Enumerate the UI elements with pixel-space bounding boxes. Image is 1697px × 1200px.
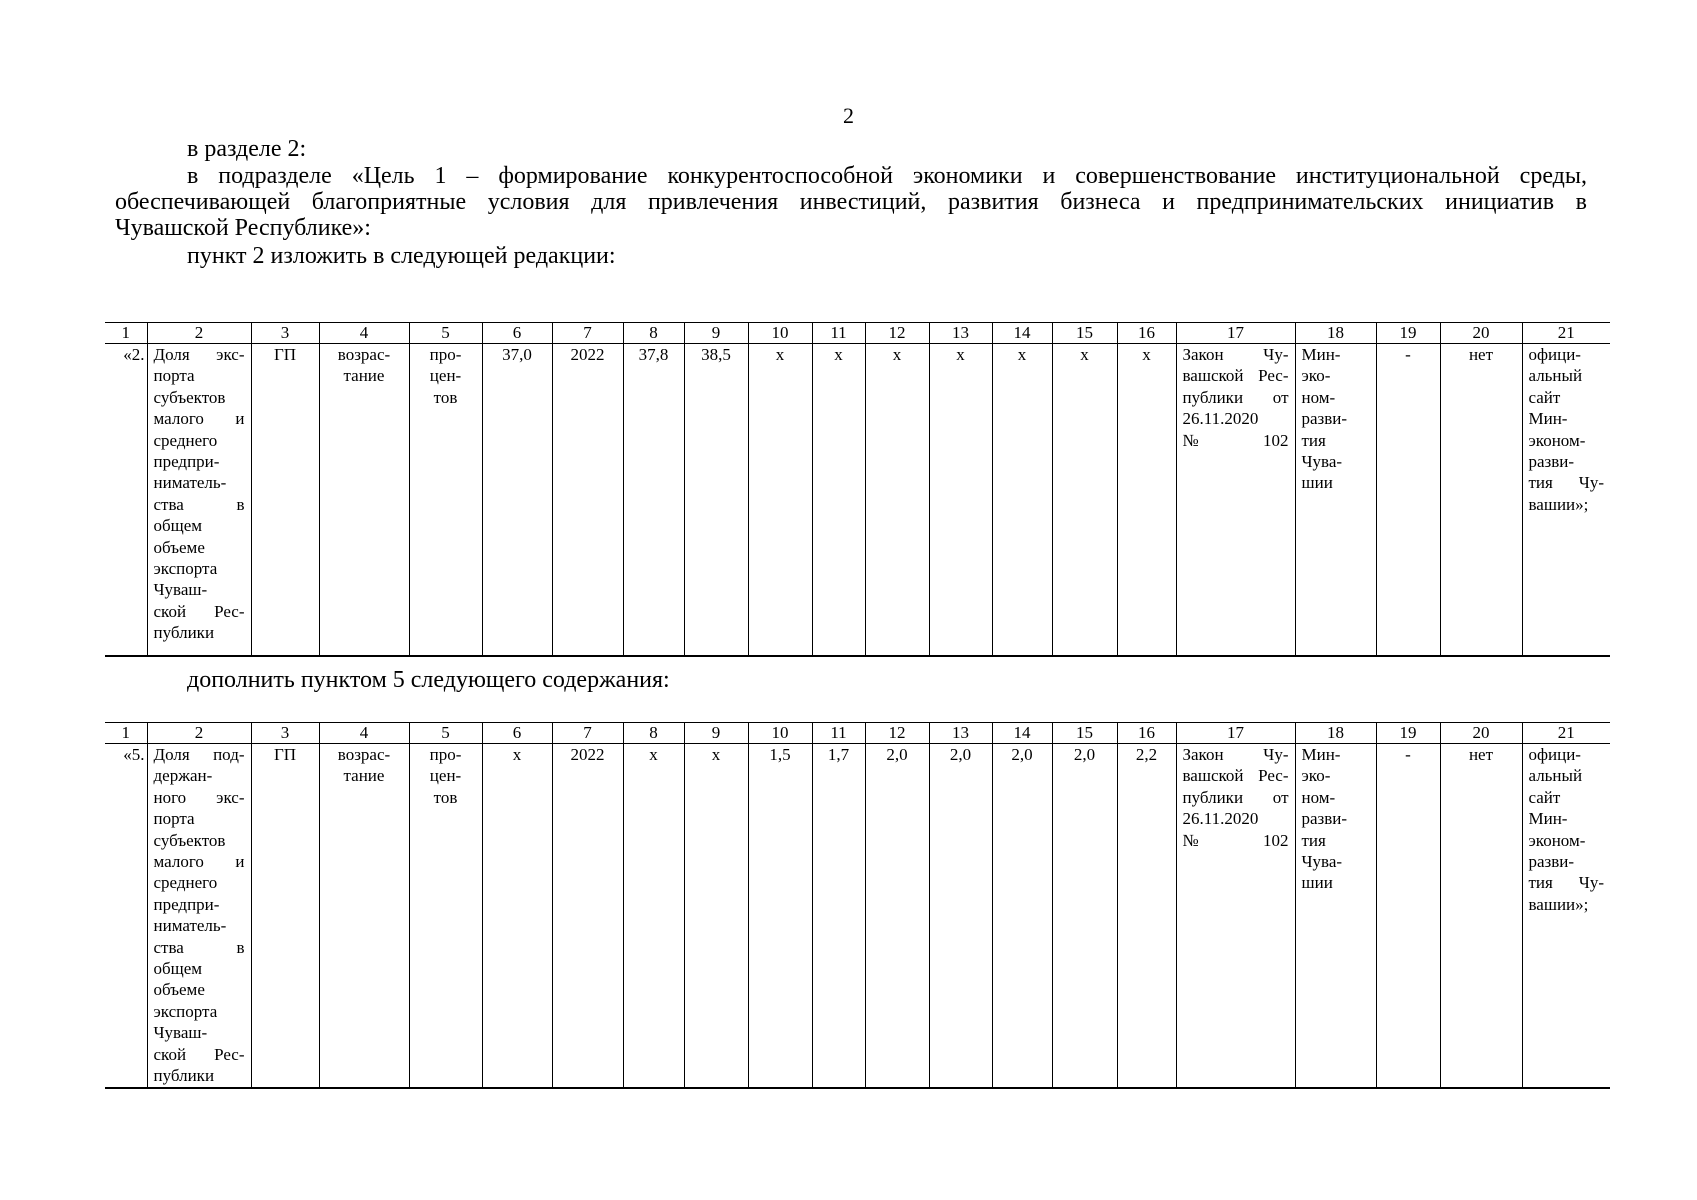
- cell-value-2028: [929, 344, 992, 657]
- cell-text-line: субъектов: [153, 830, 226, 850]
- cell-text-line: разви-: [1301, 809, 1348, 829]
- cell-text-line: -: [1405, 345, 1411, 364]
- cell-text-line: х: [711, 745, 721, 764]
- cell-text-line: х: [892, 345, 902, 364]
- cell-value-2023: [623, 744, 684, 1088]
- cell-value-2035: [1117, 744, 1176, 1088]
- cell-text-line: ниматель-: [153, 916, 227, 936]
- cell-responsible-body: [1295, 744, 1376, 1088]
- cell-text-line: Мин-: [1528, 409, 1568, 429]
- cell-text-line: х: [1017, 345, 1027, 364]
- column-number: 19: [1376, 323, 1440, 344]
- cell-text-line: шии: [1301, 473, 1333, 493]
- cell-program-type: [251, 744, 319, 1088]
- cell-value-2026: [812, 744, 865, 1088]
- cell-info-source: [1522, 744, 1610, 1088]
- column-number: 16: [1117, 323, 1176, 344]
- column-number: 10: [748, 323, 812, 344]
- cell-value-2023: [623, 344, 684, 657]
- cell-text-line: тия: [1301, 830, 1326, 850]
- cell-text-line: х: [649, 745, 658, 764]
- cell-text-line: Мин-: [1528, 809, 1568, 829]
- cell-text-line: ном-: [1301, 787, 1336, 807]
- column-number-row: [105, 323, 1610, 344]
- cell-program-type: [251, 344, 319, 657]
- cell-text-line: вашской Рес-: [1182, 766, 1289, 786]
- point-2-instruction: пункт 2 изложить в следующей редакции:: [187, 243, 616, 269]
- column-number: 7: [552, 723, 623, 744]
- cell-text-line: субъектов: [153, 387, 226, 407]
- cell-text-line: тия Чу-: [1528, 473, 1604, 493]
- cell-text-line: тов: [433, 387, 458, 407]
- cell-value-2025: [748, 344, 812, 657]
- cell-text-line: -: [1405, 745, 1411, 764]
- column-number: 21: [1522, 323, 1610, 344]
- cell-value-2026: [812, 344, 865, 657]
- cell-value-2029: [992, 744, 1052, 1088]
- cell-value-2025: [748, 744, 812, 1088]
- cell-text-line: 2,0: [949, 745, 972, 764]
- cell-text-line: офици-: [1528, 345, 1581, 364]
- column-number: 16: [1117, 723, 1176, 744]
- column-number: 13: [929, 323, 992, 344]
- cell-text-line: тание: [343, 766, 385, 786]
- column-number: 18: [1295, 323, 1376, 344]
- cell-indicator-name: [147, 744, 251, 1088]
- cell-text-line: публики от: [1182, 387, 1289, 407]
- cell-text-line: х: [1080, 345, 1089, 364]
- subsection-line-1: в подразделе «Цель 1 – формирование конкурентоспособной экономики и совершенствование институциональной среды,: [187, 163, 1587, 189]
- cell-unit: [409, 744, 482, 1088]
- cell-text-line: объеме: [153, 980, 205, 1000]
- cell-text-line: Закон Чу-: [1182, 345, 1289, 364]
- cell-base-value: [482, 344, 552, 657]
- column-number: 20: [1440, 323, 1522, 344]
- cell-trend: [319, 744, 409, 1088]
- column-number: 11: [812, 323, 865, 344]
- column-number: 10: [748, 723, 812, 744]
- cell-text-line: Чуваш-: [153, 580, 208, 600]
- column-number: 6: [482, 323, 552, 344]
- cell-text-line: «2.: [123, 345, 145, 364]
- table-row: [105, 344, 1610, 657]
- cell-text-line: общем: [153, 516, 203, 536]
- cell-text-line: тов: [433, 787, 458, 807]
- cell-text-line: предпри-: [153, 452, 220, 472]
- column-number: 15: [1052, 723, 1117, 744]
- cell-text-line: цен-: [429, 766, 462, 786]
- cell-text-line: х: [956, 345, 965, 364]
- subsection-line-2: обеспечивающей благоприятные условия для привлечения инвестиций, развития бизнеса и предпринимательских инициатив в: [115, 189, 1587, 215]
- indicator-table-point-5: [105, 722, 1610, 1089]
- cell-text-line: № 102: [1182, 830, 1289, 850]
- cell-text-line: 2022: [570, 745, 605, 764]
- column-number: 17: [1176, 723, 1295, 744]
- cell-base-year: [552, 344, 623, 657]
- cell-unit: [409, 344, 482, 657]
- cell-text-line: 1,5: [769, 745, 791, 764]
- cell-text-line: Чува-: [1301, 852, 1343, 872]
- cell-text-line: общем: [153, 959, 203, 979]
- cell-formula: [1376, 744, 1440, 1088]
- cell-text-line: нет: [1468, 345, 1494, 364]
- column-number: 2: [147, 723, 251, 744]
- column-number: 7: [552, 323, 623, 344]
- column-number: 5: [409, 723, 482, 744]
- cell-value-2035: [1117, 344, 1176, 657]
- cell-text-line: вашии»;: [1528, 494, 1589, 514]
- cell-base-value: [482, 744, 552, 1088]
- cell-text-line: малого и: [153, 852, 245, 872]
- cell-text-line: про-: [429, 745, 462, 764]
- cell-text-line: про-: [429, 345, 462, 364]
- point-5-instruction: дополнить пунктом 5 следующего содержания:: [187, 667, 670, 693]
- cell-text-line: разви-: [1528, 452, 1575, 472]
- cell-text-line: сайт: [1528, 787, 1561, 807]
- cell-value-2030: [1052, 344, 1117, 657]
- cell-text-line: среднего: [153, 430, 218, 450]
- column-number: 4: [319, 323, 409, 344]
- section-line: в разделе 2:: [187, 136, 307, 162]
- column-number: 9: [684, 723, 748, 744]
- cell-responsible-body: [1295, 344, 1376, 657]
- cell-text-line: ской Рес-: [153, 601, 245, 621]
- column-number: 1: [105, 323, 147, 344]
- cell-text-line: альный: [1528, 366, 1583, 386]
- column-number: 3: [251, 723, 319, 744]
- cell-text-line: разви-: [1301, 409, 1348, 429]
- cell-text-line: публики от: [1182, 787, 1289, 807]
- cell-text-line: Мин-: [1301, 345, 1341, 364]
- cell-text-line: тия: [1301, 430, 1326, 450]
- cell-text-line: шии: [1301, 873, 1333, 893]
- cell-text-line: 37,0: [502, 345, 532, 364]
- cell-text-line: Доля под-: [153, 745, 245, 764]
- column-number: 1: [105, 723, 147, 744]
- cell-text-line: эконом-: [1528, 830, 1586, 850]
- table-row: [105, 744, 1610, 1088]
- column-number: 5: [409, 323, 482, 344]
- cell-text-line: 2,2: [1135, 745, 1158, 764]
- cell-text-line: порта: [153, 366, 195, 386]
- cell-methodology: [1440, 344, 1522, 657]
- cell-text-line: ниматель-: [153, 473, 227, 493]
- cell-text-line: тание: [343, 366, 385, 386]
- column-number-row: [105, 723, 1610, 744]
- column-number: 11: [812, 723, 865, 744]
- column-number: 9: [684, 323, 748, 344]
- cell-text-line: «5.: [123, 745, 145, 764]
- cell-text-line: 26.11.2020: [1182, 409, 1259, 429]
- cell-text-line: эко-: [1301, 366, 1331, 386]
- cell-text-line: 2,0: [1011, 745, 1033, 764]
- cell-text-line: 38,5: [701, 345, 731, 364]
- cell-text-line: публики: [153, 1066, 215, 1086]
- column-number: 17: [1176, 323, 1295, 344]
- cell-text-line: 26.11.2020: [1182, 809, 1259, 829]
- cell-text-line: порта: [153, 809, 195, 829]
- cell-methodology: [1440, 744, 1522, 1088]
- cell-text-line: тия Чу-: [1528, 873, 1604, 893]
- cell-text-line: экспорта: [153, 1001, 218, 1021]
- cell-text-line: ГП: [273, 745, 297, 764]
- cell-value-2028: [929, 744, 992, 1088]
- cell-text-line: объеме: [153, 537, 205, 557]
- column-number: 12: [865, 323, 929, 344]
- cell-text-line: ства в: [153, 494, 245, 514]
- cell-text-line: Закон Чу-: [1182, 745, 1289, 764]
- cell-text-line: предпри-: [153, 894, 220, 914]
- cell-text-line: ства в: [153, 937, 245, 957]
- cell-text-line: Мин-: [1301, 745, 1341, 764]
- cell-row-number: [105, 744, 147, 1088]
- cell-text-line: экспорта: [153, 559, 218, 579]
- column-number: 3: [251, 323, 319, 344]
- column-number: 12: [865, 723, 929, 744]
- column-number: 21: [1522, 723, 1610, 744]
- cell-trend: [319, 344, 409, 657]
- column-number: 8: [623, 723, 684, 744]
- cell-text-line: малого и: [153, 409, 245, 429]
- cell-base-year: [552, 744, 623, 1088]
- cell-text-line: 1,7: [827, 745, 850, 764]
- cell-text-line: ного экс-: [153, 787, 245, 807]
- column-number: 14: [992, 323, 1052, 344]
- cell-value-2027: [865, 744, 929, 1088]
- column-number: 6: [482, 723, 552, 744]
- cell-value-2030: [1052, 744, 1117, 1088]
- subsection-line-3: Чувашской Республике»:: [115, 215, 371, 241]
- cell-text-line: держан-: [153, 766, 213, 786]
- cell-text-line: офици-: [1528, 745, 1581, 764]
- cell-text-line: вашии»;: [1528, 894, 1589, 914]
- column-number: 14: [992, 723, 1052, 744]
- cell-text-line: цен-: [429, 366, 462, 386]
- cell-text-line: публики: [153, 623, 215, 643]
- cell-text-line: эко-: [1301, 766, 1331, 786]
- cell-text-line: ГП: [273, 345, 297, 364]
- cell-text-line: разви-: [1528, 852, 1575, 872]
- cell-text-line: 2,0: [886, 745, 908, 764]
- column-number: 19: [1376, 723, 1440, 744]
- cell-legal-basis: [1176, 744, 1295, 1088]
- cell-value-2024: [684, 344, 748, 657]
- cell-text-line: сайт: [1528, 387, 1561, 407]
- cell-text-line: х: [775, 345, 785, 364]
- column-number: 2: [147, 323, 251, 344]
- cell-text-line: ской Рес-: [153, 1044, 245, 1064]
- cell-text-line: 37,8: [638, 345, 669, 364]
- column-number: 13: [929, 723, 992, 744]
- indicator-table-point-2: [105, 322, 1610, 657]
- cell-text-line: 2022: [570, 345, 605, 364]
- cell-value-2027: [865, 344, 929, 657]
- cell-text-line: Доля экс-: [153, 345, 245, 364]
- column-number: 8: [623, 323, 684, 344]
- cell-text-line: Чуваш-: [153, 1023, 208, 1043]
- page-number: 2: [843, 103, 854, 128]
- cell-text-line: № 102: [1182, 430, 1289, 450]
- cell-text-line: х: [512, 745, 522, 764]
- cell-text-line: ном-: [1301, 387, 1336, 407]
- column-number: 15: [1052, 323, 1117, 344]
- cell-text-line: среднего: [153, 873, 218, 893]
- cell-formula: [1376, 344, 1440, 657]
- cell-row-number: [105, 344, 147, 657]
- column-number: 20: [1440, 723, 1522, 744]
- cell-text-line: х: [1142, 345, 1151, 364]
- cell-value-2029: [992, 344, 1052, 657]
- cell-info-source: [1522, 344, 1610, 657]
- column-number: 4: [319, 723, 409, 744]
- cell-text-line: вашской Рес-: [1182, 366, 1289, 386]
- cell-indicator-name: [147, 344, 251, 657]
- cell-text-line: 2,0: [1073, 745, 1096, 764]
- cell-text-line: эконом-: [1528, 430, 1586, 450]
- cell-text-line: Чува-: [1301, 452, 1343, 472]
- cell-value-2024: [684, 744, 748, 1088]
- cell-text-line: х: [834, 345, 843, 364]
- cell-text-line: возрас-: [337, 345, 391, 364]
- cell-legal-basis: [1176, 344, 1295, 657]
- cell-text-line: альный: [1528, 766, 1583, 786]
- cell-text-line: возрас-: [337, 745, 391, 764]
- cell-text-line: нет: [1468, 745, 1494, 764]
- column-number: 18: [1295, 723, 1376, 744]
